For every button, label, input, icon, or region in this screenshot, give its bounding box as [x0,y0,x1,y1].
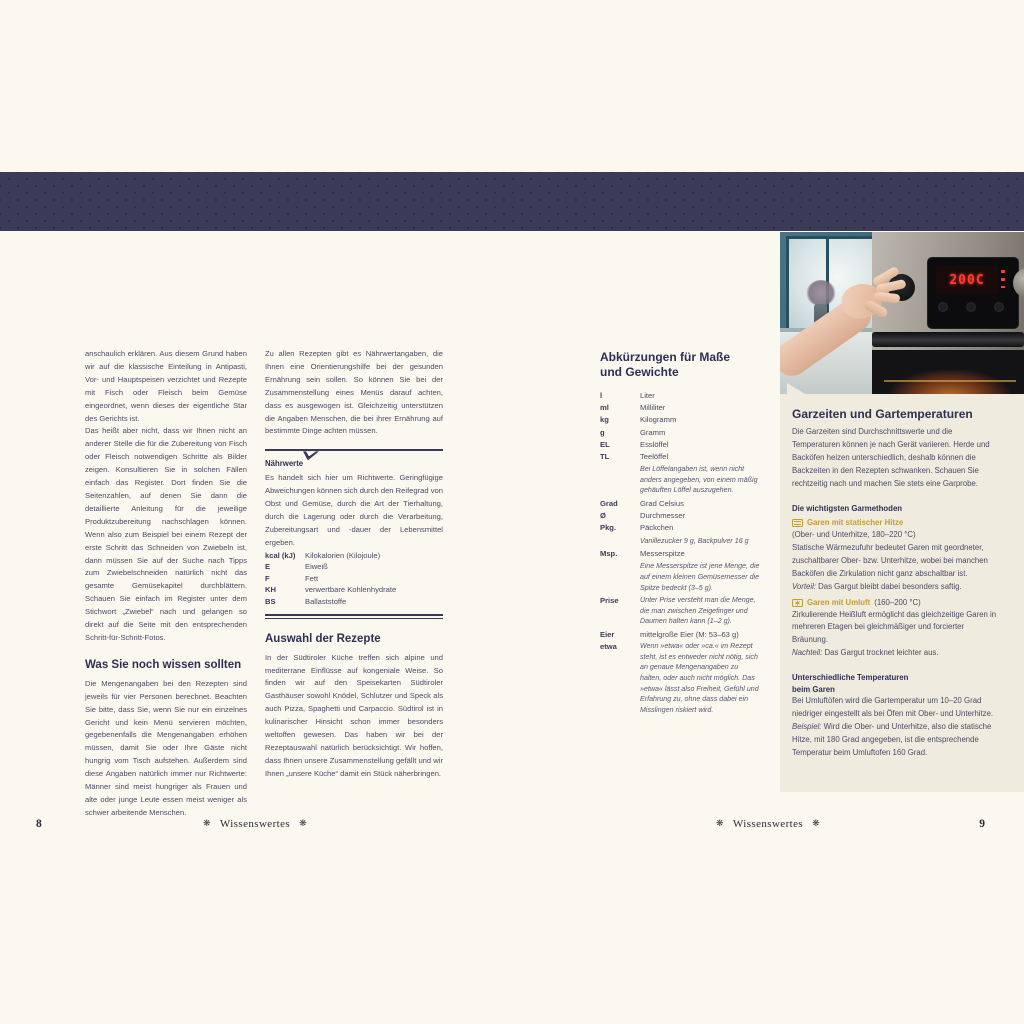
abbr-definition [640,595,760,629]
method-range: (160–200 °C) [874,597,921,607]
abbreviation-row [600,629,760,641]
nutrition-box-title: Nährwerte [265,459,304,469]
temps-subheading-line2: beim Garen [792,684,835,694]
abbr-term: Eier [600,629,615,639]
abbreviation-row [600,522,760,548]
chapter-title: Wissenswertes [219,818,291,830]
oven-button [966,302,976,312]
abbr-note: Eine Messerspitze ist jene Menge, die auf einem kleinen Gemüsemesser die Spitze bedeckt (3–5 g). [640,562,760,592]
abbreviation-row [600,451,760,498]
nutrition-abbr: KH [265,585,276,595]
abbr-label: mittelgroße Eier (M: 53–63 g) [640,629,739,639]
nutrition-label: Eiweiß [305,562,328,572]
footer-ornament-icon: ❋ [202,818,211,828]
nutrition-label: Fett [305,573,319,583]
nutrition-row [265,573,443,585]
oven-rack [884,380,1016,382]
methods-subheading: Die wichtigsten Garmethoden [792,503,903,513]
abbreviation-row [600,390,760,402]
paragraph: anschaulich erklären. Aus diesem Grund haben wir auf die klassische Einteilung in Antipasti, Vor- und Hauptspeisen verzichtet und Rezepte mit Fisch oder Fleisch beim Gemüse eingeordnet, wenn dieses der eigentliche Star des Gerichts ist. [85,349,247,423]
nutrition-abbr: kcal (kJ) [265,550,296,560]
abbr-definition [640,427,760,439]
abbr-note: Wenn »etwa« oder »ca.« im Rezept steht, ist es entweder nicht nötig, sich an genaue Mengenangaben zu halten, oder auch nicht möglich. Das »etwa« lässt also Freiheit, Gefühl und Erfahrung zu, ohne dass dabei ein Misslingen riskiert wird. [640,642,759,714]
abbr-label: Grad Celsius [640,499,684,508]
nutrition-box-intro: Es handelt sich hier um Richtwerte. Geringfügige Abweichungen können sich durch den Reifegrad von Obst und Gemüse, durch die Art der Tierhaltung, durch die Lagerung oder durch die Verarbeitung, Zubereitungsart und -dauer der Lebensmittel ergeben. [265,473,443,547]
nutrition-row [265,561,443,573]
abbr-term: kg [600,415,609,425]
method-label: Garen mit Umluft [807,597,871,607]
abbreviation-row [600,498,760,510]
box-bottom-rule-thin [265,618,443,619]
method-static-heat [792,517,998,529]
temps-text: Bei Umluftöfen wird die Gartemperatur um 10–20 Grad niedriger eingestellt als bei Öfen mit Ober- und Unterhitze. [792,696,994,719]
nutrition-label: verwertbare Kohlenhydrate [305,585,397,595]
paragraph: Die Mengenangaben bei den Rezepten sind jeweils für vier Personen berechnet. Beachten Sie bitte, dass Sie, wenn Sie nur ein einzelnes Gericht und kein Menü servieren möchten, gegebenenfalls die Mengenangaben erhöhen müssen, damit Sie oder Ihre Gäste nicht hungrig vom Tisch aufstehen. Außerdem sind diese Angaben natürlich immer nur Richtwerte: Männer sind meist hungriger als Frauen und alte oder junge Leute essen meist weniger als schwer arbeitende Menschen. [85,678,247,817]
abbreviation-row [600,510,760,522]
abbreviations-heading-line2: und Gewichte [600,365,679,379]
abbr-term: ml [600,403,609,413]
abbr-term: etwa [600,642,617,652]
section-heading: Was Sie noch wissen sollten [85,658,242,671]
method-drawback [792,647,998,660]
nutrition-row [265,550,443,562]
abbr-note: Bei Löffelangaben ist, wenn nicht anders angegeben, von einem mäßig gehäuften Löffel auszugehen. [640,465,758,495]
abbr-note: Unter Prise versteht man die Menge, die man zwischen Zeigefinger und Daumen halten kann (1–2 g). [640,596,756,626]
abbr-definition [640,498,760,510]
static-heat-icon [792,519,803,527]
paragraph: Das heißt aber nicht, dass wir Ihnen nicht an anderer Stelle die für die Zubereitung von Fisch oder Fleisch notwendigen Schritte als Bilder zeigen. Konsultieren Sie in solchen Fällen einfach das Register. Dort finden Sie die Seitenzahlen, auf denen Sie dann die detaillierte Anleitung für die jeweilige Produktzubereitung nachschlagen können. Wenn also zum Beispiel bei einem Rezept der erste Schritt das Schneiden von Zwiebeln ist, dann müssen Sie auf der Suche nach Tipps zum Zwiebelschneiden natürlich nicht das gesamte Gemüsekapitel durchblättern. Schauen Sie einfach im Register unter dem Stichwort „Zwiebel“ nach und gelangen so direkt auf die Seite mit den entsprechenden Schritt-für-Schritt-Fotos. [85,426,247,642]
nutrition-info-box [265,449,443,618]
abbr-term: Prise [600,596,619,606]
abbr-label: Kilogramm [640,415,677,425]
abbr-term: g [600,427,605,437]
abbreviation-row [600,548,760,595]
abbr-label: Messerspitze [640,549,685,559]
abbr-label: Milliliter [640,403,666,413]
benefit-text: Das Gargut bleibt dabei besonders saftig. [815,581,962,591]
temps-example [792,721,998,760]
abbr-definition [640,548,760,595]
page-number-left: 8 [36,818,42,830]
convection-fan-icon [792,599,803,607]
decorative-dotted-band [0,172,1024,231]
abbr-definition [640,439,760,451]
chapter-title: Wissenswertes [732,818,804,830]
nutrition-abbr: F [265,573,270,583]
nutrition-abbr: E [265,562,271,572]
abbr-label: Gramm [640,427,666,437]
method-benefit [792,581,998,594]
abbr-term: Msp. [600,549,618,559]
abbr-definition [640,641,760,717]
abbreviation-row [600,641,760,717]
abbr-label: Esslöffel [640,439,669,449]
paragraph: Zu allen Rezepten gibt es Nährwertangaben, die Ihnen eine Orientierungshilfe bei der gesunden Ernährung sein sollen. So können Sie bei der Zusammenstellung eines Menüs darauf achten, dass es ausgewogen ist. Gleichzeitig unterstützen die Angaben Menschen, die bei ihrer Ernährung auf bestimmte Dinge achten müssen. [265,349,443,436]
method-label: Garen mit statischer Hitze [807,518,904,528]
temps-subheading [792,672,998,695]
chapter-footer-left [140,818,370,830]
temps-subheading-line1: Unterschiedliche Temperaturen [792,673,909,683]
nutrition-label: Ballaststoffe [305,597,347,607]
abbreviation-row [600,595,760,629]
abbr-label: Päckchen [640,523,674,533]
oven-photo [780,232,1024,394]
panel-intro: Die Garzeiten sind Durchschnittswerte und die Temperaturen können je nach Gerät variieren. Herde und Backöfen heizen unterschiedlich, deshalb können die Backzeiten in den Rezepten schwanken. Schauen Sie rechtzeitig nach und machen Sie stets eine Garprobe. [792,427,990,488]
nutrition-abbr: BS [265,597,276,607]
abbr-label: Durchmesser [640,511,686,521]
page-number-right: 9 [979,818,985,830]
panel-heading: Garzeiten und Gartemperaturen [792,407,973,421]
abbr-definition [640,451,760,498]
abbr-term: l [600,391,603,400]
oven-button [938,302,948,312]
method-subline: (Ober- und Unterhitze, 180–220 °C) [792,530,916,540]
abbr-definition [640,510,760,522]
abbr-term: Ø [600,511,606,521]
left-page-column-2 [265,348,443,781]
left-page-column-1 [85,348,247,820]
abbreviation-row [600,439,760,451]
oven-door-handle [872,332,1024,347]
abbr-label: Liter [640,391,655,400]
abbr-definition [640,390,760,402]
example-label: Beispiel: [792,722,822,731]
oven-temperature-display: 200C [936,266,998,294]
nutrition-row [265,596,443,608]
drawback-text: Das Gargut trocknet leichter aus. [822,648,939,658]
method-text: Zirkulierende Heißluft ermöglicht das gleichzeitige Garen in mehreren Etagen bei gleichmäßiger und forcierter Bräunung. [792,609,997,645]
abbr-definition [640,414,760,426]
abbreviation-row [600,402,760,414]
drawback-label: Nachteil: [792,648,823,658]
abbr-term: TL [600,452,610,462]
oven-touch-buttons [938,302,1004,316]
method-convection [792,597,998,609]
footer-ornament-icon: ❋ [812,818,821,828]
abbr-term: Pkg. [600,523,617,533]
display-indicator-dots [1001,270,1005,288]
example-text: Wird die Ober- und Unterhitze, also die statische Hitze, mit 180 Grad angegeben, ist die entsprechende Temperatur beim Umluftofen 160 Grad. [792,722,992,757]
abbreviations-column [600,350,760,717]
nutrition-label: Kilokalorien (Kilojoule) [305,550,381,560]
abbreviation-row [600,427,760,439]
abbreviation-row [600,414,760,426]
abbr-definition [640,402,760,414]
section-heading: Auswahl der Rezepte [265,632,381,645]
nutrition-row [265,584,443,596]
chapter-footer-right [653,818,883,830]
footer-ornament-icon: ❋ [299,818,308,828]
footer-ornament-icon: ❋ [715,818,724,828]
box-bottom-rule-thick [265,614,443,616]
method-text: Statische Wärmezufuhr bedeutet Garen mit geordneter, zuschaltbarer Ober- bzw. Unterhitze, wobei bei manchen Backöfen die Zirkulation nicht ganz abschaltbar ist. [792,542,988,578]
abbr-note: Vanillezucker 9 g, Backpulver 16 g [640,536,749,545]
cooking-times-panel [780,394,1024,792]
abbr-definition [640,522,760,548]
oven-button [994,302,1004,312]
flower-bouquet [806,280,836,306]
oven-interior-glow [890,370,1010,394]
abbr-term: Grad [600,499,618,508]
abbr-label: Teelöffel [640,452,669,462]
abbr-definition [640,629,760,641]
abbreviations-heading [600,350,760,380]
paragraph: In der Südtiroler Küche treffen sich alpine und mediterrane Einflüsse auf kongeniale Weise. So finden wir auf den Speisekarten Südtiroler Gasthäuser sowohl Knödel, Schlutzer und Speck als auch Pizza, Spaghetti und Carpaccio. Südtirol ist in kulinarischer Hinsicht schon immer besonders weltoffen gewesen. Das haben wir bei der Rezeptauswahl natürlich berücksichtigt. Wir hoffen, dass Ihnen unsere Zusammenstellung gefällt und wir Ihnen „unsere Küche“ damit ein Stück näherbringen. [265,652,443,778]
benefit-label: Vorteil: [792,581,816,591]
abbreviations-heading-line1: Abkürzungen für Maße [600,350,731,364]
abbr-term: EL [600,439,610,449]
